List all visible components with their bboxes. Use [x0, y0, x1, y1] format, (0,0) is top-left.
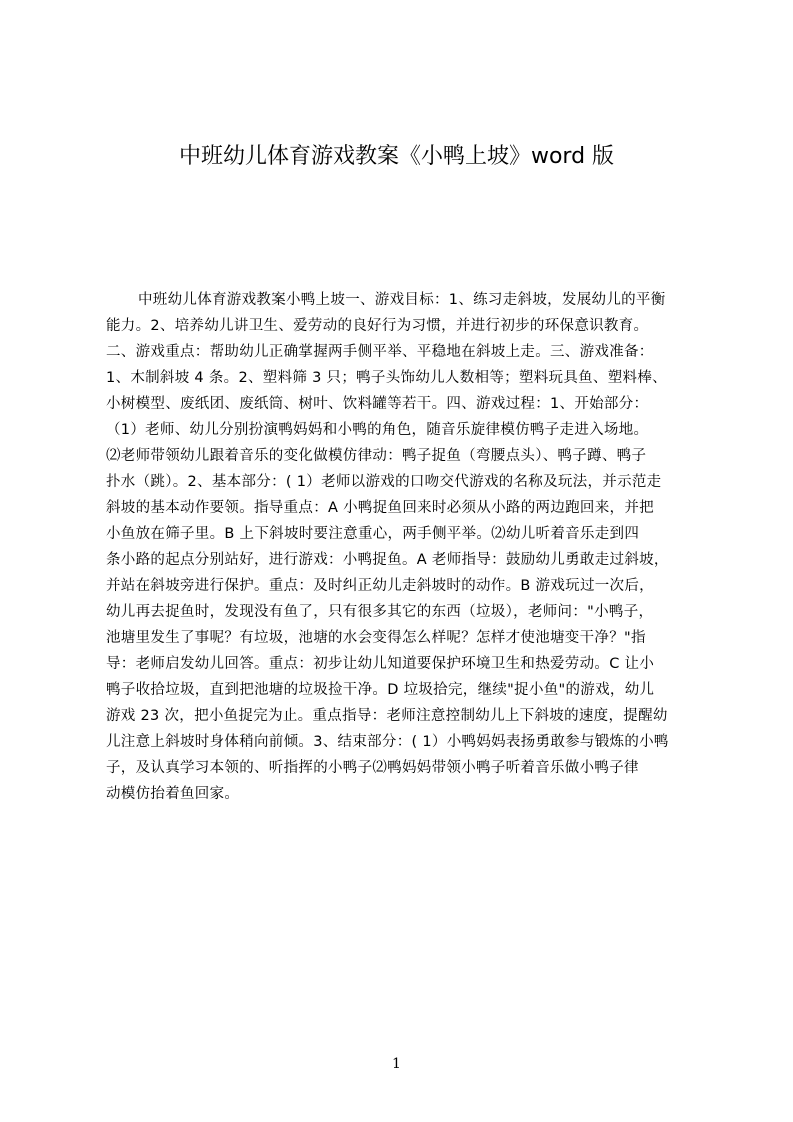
text-line: ⑵老师带领幼儿跟着音乐的变化做模仿律动：鸭子捉鱼（弯腰点头）、鸭子蹲、鸭子 [106, 448, 647, 464]
text-line: 小树模型、废纸团、废纸筒、树叶、饮料罐等若干。四、游戏过程：1、开始部分： [106, 396, 649, 412]
text-line: 鸭子收拾垃圾，直到把池塘的垃圾捡干净。D 垃圾拾完，继续"捉小鱼"的游戏，幼儿 [106, 682, 655, 698]
text-line: 游戏 23 次，把小鱼捉完为止。重点指导：老师注意控制幼儿上下斜坡的速度，提醒幼 [106, 708, 668, 724]
text-line: 小鱼放在筛子里。B 上下斜坡时要注意重心，两手侧平举。⑵幼儿听着音乐走到四 [106, 526, 640, 542]
text-line: 并站在斜坡旁进行保护。重点：及时纠正幼儿走斜坡时的动作。B 游戏玩过一次后， [106, 578, 654, 594]
text-line: 中班幼儿体育游戏教案小鸭上坡一、游戏目标：1、练习走斜坡，发展幼儿的平衡 [138, 292, 666, 308]
text-line: 子，及认真学习本领的、听指挥的小鸭子⑵鸭妈妈带领小鸭子听着音乐做小鸭子律 [106, 760, 639, 776]
text-line: 扑水（跳）。2、基本部分：( 1）老师以游戏的口吻交代游戏的名称及玩法，并示范走 [106, 474, 662, 490]
document-title: 中班幼儿体育游戏教案《小鸭上坡》word 版 [178, 144, 615, 169]
text-line: 导：老师启发幼儿回答。重点：初步让幼儿知道要保护环境卫生和热爱劳动。C 让小 [106, 656, 655, 672]
text-line: 幼儿再去捉鱼时，发现没有鱼了，只有很多其它的东西（垃圾），老师问："小鸭子， [106, 604, 654, 620]
body-paragraph [106, 287, 706, 807]
text-line: 池塘里发生了事呢？有垃圾，池塘的水会变得怎么样呢？怎样才使池塘变干净？"指 [106, 630, 646, 646]
text-line: 能力。2、培养幼儿讲卫生、爱劳动的良好行为习惯，并进行初步的环保意识教育。 [106, 318, 649, 334]
text-line: 二、游戏重点：帮助幼儿正确掌握两手侧平举、平稳地在斜坡上走。三、游戏准备： [106, 344, 654, 360]
text-line: （1）老师、幼儿分别扮演鸭妈妈和小鸭的角色，随音乐旋律模仿鸭子走进入场地。 [106, 422, 649, 438]
text-line: 1、木制斜坡 4 条。2、塑料筛 3 只；鸭子头饰幼儿人数相等；塑料玩具鱼、塑料棒、 [106, 370, 667, 386]
text-line: 儿注意上斜坡时身体稍向前倾。3、结束部分：( 1）小鸭妈妈表扬勇敢参与锻炼的小鸭 [106, 734, 669, 750]
text-line: 斜坡的基本动作要领。指导重点：A 小鸭捉鱼回来时必须从小路的两边跑回来，并把 [106, 500, 654, 516]
text-line: 条小路的起点分别站好，进行游戏：小鸭捉鱼。A 老师指导：鼓励幼儿勇敢走过斜坡， [106, 552, 669, 568]
text-line: 动模仿抬着鱼回家。 [106, 786, 240, 802]
page-number: 1 [392, 1056, 401, 1072]
